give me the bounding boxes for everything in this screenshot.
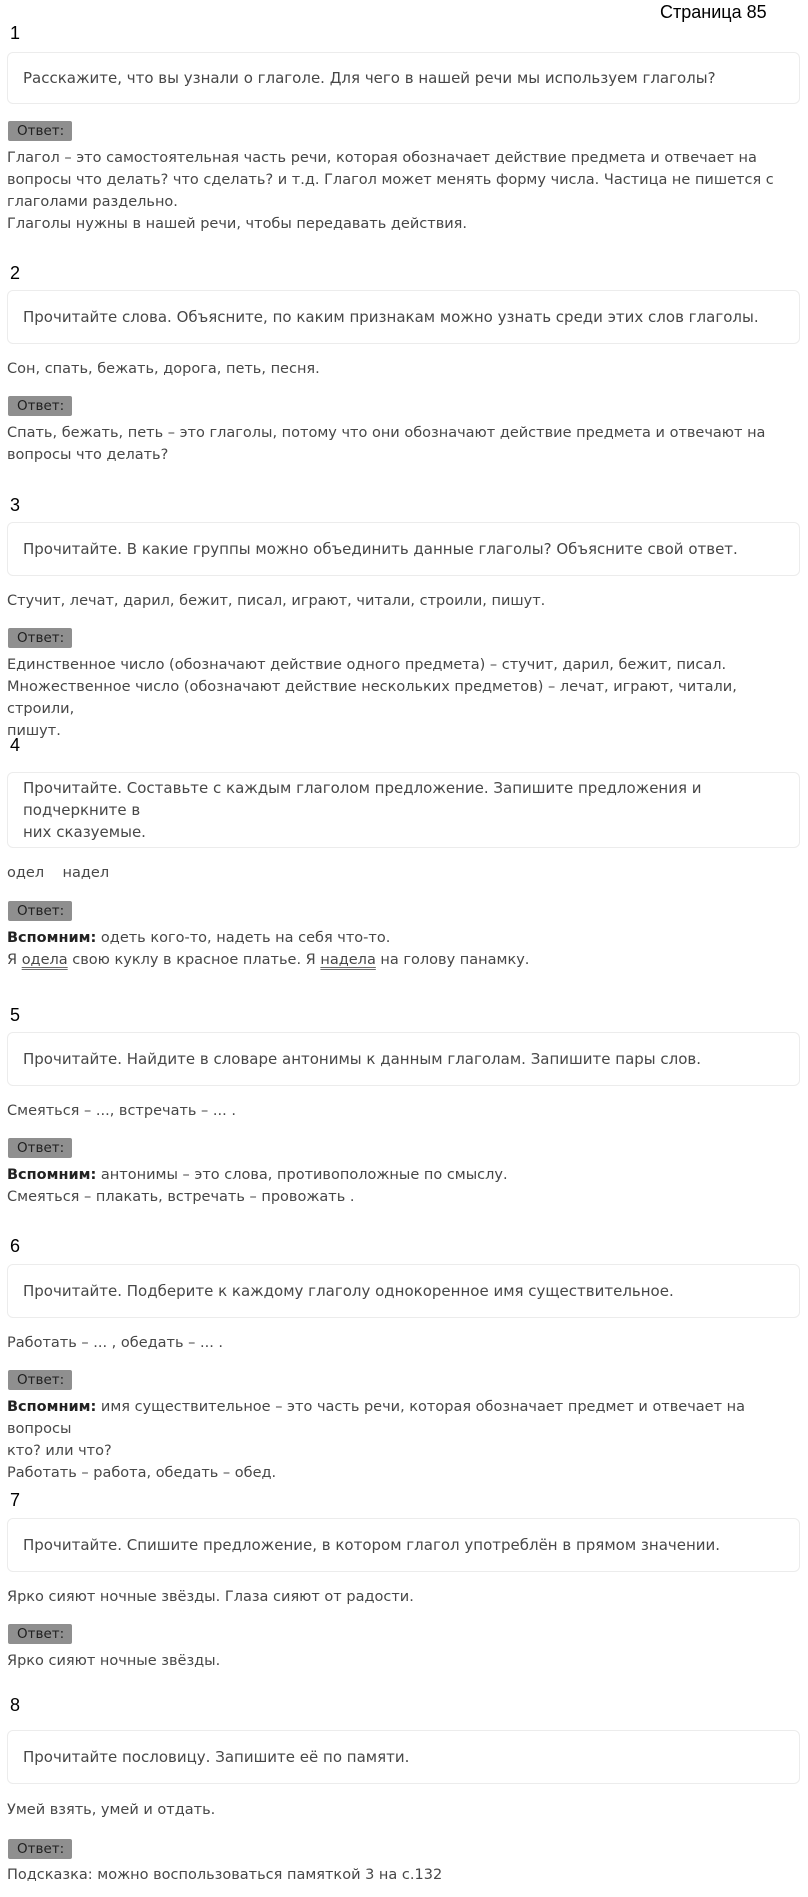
answer-line: Смеяться – плакать, встречать – провожать . <box>7 1189 355 1205</box>
answer-badge: Ответ: <box>8 1624 72 1644</box>
question-line: Прочитайте. Составьте с каждым глаголом предложение. Запишите предложения и подчеркните в <box>23 779 702 819</box>
answer-badge: Ответ: <box>8 396 72 416</box>
task-words: Стучит, лечат, дарил, бежит, писал, играют, читали, строили, пишут. <box>7 593 546 609</box>
task-number: 5 <box>10 1005 21 1025</box>
question-box <box>7 1032 800 1086</box>
remember-line-continued: кто? или что? <box>7 1443 112 1459</box>
question-text: Прочитайте. Спишите предложение, в котором глагол употреблён в прямом значении. <box>23 1536 721 1554</box>
remember-text: антонимы – это слова, противоположные по смыслу. <box>96 1167 508 1183</box>
question-text: Прочитайте. В какие группы можно объединить данные глаголы? Объясните свой ответ. <box>23 540 738 558</box>
answer-text <box>7 1396 797 1484</box>
question-box <box>7 52 800 104</box>
answer-badge: Ответ: <box>8 628 72 648</box>
task-number: 1 <box>10 23 21 43</box>
question-text: Прочитайте. Найдите в словаре антонимы к данным глаголам. Запишите пары слов. <box>23 1050 702 1068</box>
question-line: них сказуемые. <box>23 823 146 841</box>
task-words: Смеяться – ..., встречать – ... . <box>7 1103 236 1119</box>
question-text: Прочитайте. Подберите к каждому глаголу однокоренное имя существительное. <box>23 1282 674 1300</box>
task-words: Работать – ... , обедать – ... . <box>7 1335 224 1351</box>
underlined-predicate: надела <box>320 952 376 968</box>
task-words: одел надел <box>7 865 110 881</box>
task-number: 8 <box>10 1695 21 1715</box>
answer-line: пишут. <box>7 723 61 739</box>
task-words: Умей взять, умей и отдать. <box>7 1802 216 1818</box>
underlined-predicate: одела <box>21 952 68 968</box>
question-text: Расскажите, что вы узнали о глаголе. Для чего в нашей речи мы используем глаголы? <box>23 69 716 87</box>
question-text: Прочитайте слова. Объясните, по каким признакам можно узнать среди этих слов глаголы. <box>23 308 759 326</box>
answer-badge: Ответ: <box>8 1370 72 1390</box>
remember-line <box>7 927 797 949</box>
answer-badge: Ответ: <box>8 901 72 921</box>
page-number: Страница 85 <box>660 2 767 22</box>
task-number: 2 <box>10 263 21 283</box>
sentence-part: на голову панамку. <box>375 952 530 968</box>
task-words: Ярко сияют ночные звёзды. Глаза сияют от радости. <box>7 1589 414 1605</box>
answer-text <box>7 654 797 742</box>
answer-line: Множественное число (обозначают действие нескольких предметов) – лечат, играют, читали, строили, <box>7 679 737 717</box>
answer-line: глаголами раздельно. <box>7 194 178 210</box>
task-number: 7 <box>10 1490 21 1510</box>
remember-line <box>7 1164 797 1186</box>
question-box <box>7 1730 800 1784</box>
remember-label: Вспомним: <box>7 930 97 946</box>
answer-text <box>7 422 797 466</box>
remember-label: Вспомним: <box>7 1399 97 1415</box>
remember-label: Вспомним: <box>7 1167 97 1183</box>
answer-badge: Ответ: <box>8 121 72 141</box>
answer-text <box>7 1650 797 1672</box>
answer-line: Единственное число (обозначают действие одного предмета) – стучит, дарил, бежит, писал. <box>7 657 727 673</box>
answer-text <box>7 1864 797 1886</box>
answer-line: Работать – работа, обедать – обед. <box>7 1465 277 1481</box>
answer-sentence <box>7 949 797 971</box>
question-box <box>7 772 800 848</box>
answer-text <box>7 1164 797 1208</box>
answer-text <box>7 927 797 971</box>
remember-line <box>7 1396 797 1440</box>
task-number: 3 <box>10 495 21 515</box>
answer-badge: Ответ: <box>8 1138 72 1158</box>
task-number: 6 <box>10 1236 21 1256</box>
sentence-part: свою куклу в красное платье. Я <box>67 952 321 968</box>
question-box <box>7 522 800 576</box>
task-number: 4 <box>10 735 21 755</box>
question-text: Прочитайте пословицу. Запишите её по памяти. <box>23 1748 410 1766</box>
answer-line: Глаголы нужны в нашей речи, чтобы передавать действия. <box>7 216 467 232</box>
question-text <box>23 777 785 843</box>
answer-text <box>7 147 797 235</box>
task-words: Сон, спать, бежать, дорога, петь, песня. <box>7 361 320 377</box>
answer-line: вопросы что делать? <box>7 447 169 463</box>
hint-line: Подсказка: можно воспользоваться памяткой 3 на с.132 <box>7 1867 443 1883</box>
question-box <box>7 1518 800 1572</box>
remember-text: имя существительное – это часть речи, которая обозначает предмет и отвечает на вопросы <box>7 1399 746 1437</box>
answer-line: вопросы что делать? что сделать? и т.д. Глагол может менять форму числа. Частица не пишется с <box>7 172 774 188</box>
answer-line: Спать, бежать, петь – это глаголы, потому что они обозначают действие предмета и отвечают на <box>7 425 766 441</box>
answer-line: Ярко сияют ночные звёзды. <box>7 1653 221 1669</box>
answer-badge: Ответ: <box>8 1839 72 1859</box>
question-box <box>7 1264 800 1318</box>
answer-line: Глагол – это самостоятельная часть речи, которая обозначает действие предмета и отвечает на <box>7 150 757 166</box>
remember-text: одеть кого-то, надеть на себя что-то. <box>96 930 391 946</box>
sentence-part: Я <box>7 952 22 968</box>
question-box <box>7 290 800 344</box>
